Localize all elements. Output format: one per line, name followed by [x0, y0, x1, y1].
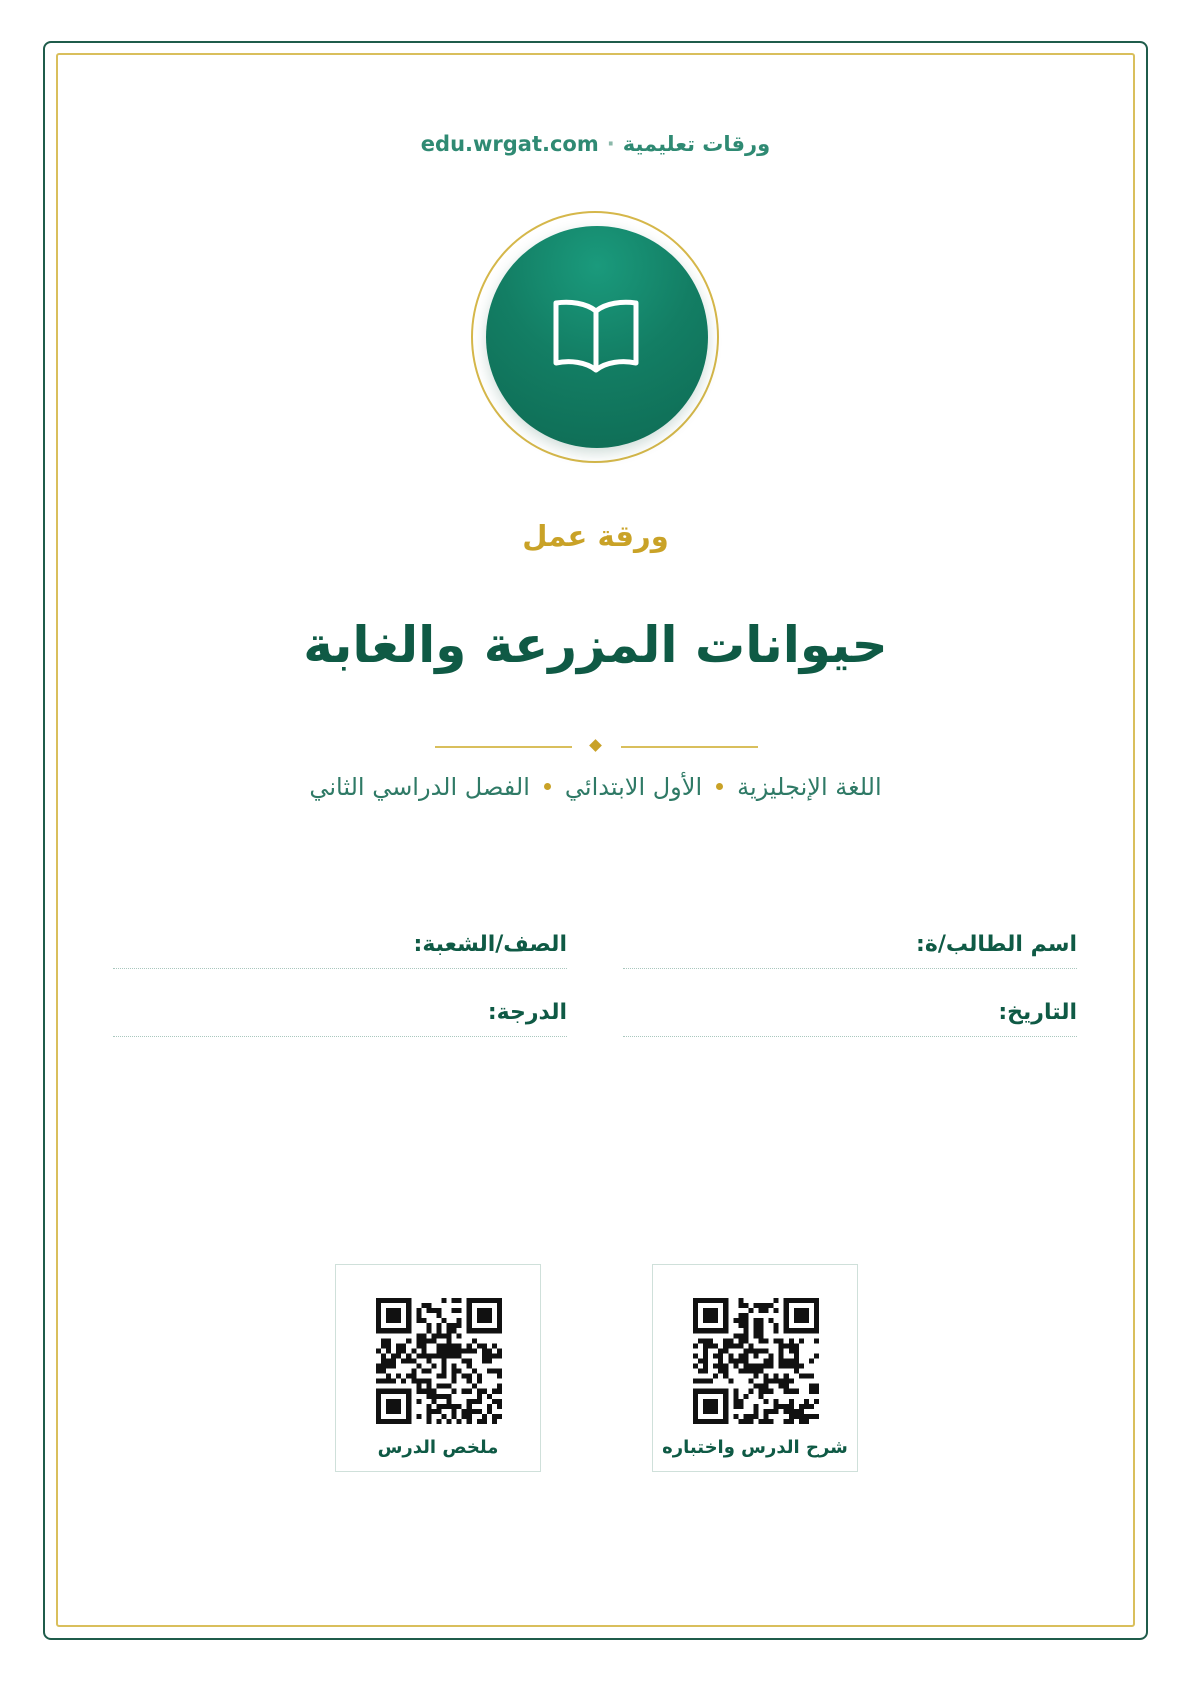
- header-separator: ·: [606, 132, 615, 156]
- meta-subject: اللغة الإنجليزية: [737, 773, 882, 801]
- qr-card-lesson-summary[interactable]: [335, 1264, 541, 1472]
- class-section-label: الصف/الشعبة:: [413, 932, 567, 957]
- qr-caption: ملخص الدرس: [377, 1437, 499, 1458]
- worksheet-type-label: ورقة عمل: [522, 519, 669, 553]
- student-name-field[interactable]: [623, 929, 1077, 969]
- qr-code-icon[interactable]: [693, 1298, 819, 1424]
- qr-card-lesson-explanation[interactable]: [652, 1264, 858, 1472]
- qr-caption: شرح الدرس واختباره: [662, 1437, 848, 1458]
- student-name-label: اسم الطالب/ة:: [916, 932, 1077, 957]
- meta-term: الفصل الدراسي الثاني: [309, 773, 530, 801]
- grade-label: الدرجة:: [487, 1000, 567, 1025]
- class-section-field[interactable]: [113, 929, 567, 969]
- date-field[interactable]: [623, 997, 1077, 1037]
- divider-line-left: [435, 746, 572, 748]
- site-header: [0, 129, 1191, 159]
- meta-grade: الأول الابتدائي: [564, 773, 703, 801]
- meta-separator-dot: [544, 783, 551, 790]
- qr-code-icon[interactable]: [376, 1298, 502, 1424]
- site-domain[interactable]: edu.wrgat.com: [420, 132, 599, 156]
- lesson-meta: [0, 769, 1191, 805]
- open-book-icon: [548, 297, 644, 375]
- page-title: حيوانات المزرعة والغابة: [303, 616, 888, 674]
- divider-line-right: [621, 746, 758, 748]
- grade-field[interactable]: [113, 997, 567, 1037]
- site-name: ورقات تعليمية: [622, 132, 771, 156]
- date-label: التاريخ:: [998, 1000, 1077, 1025]
- meta-separator-dot: [716, 783, 723, 790]
